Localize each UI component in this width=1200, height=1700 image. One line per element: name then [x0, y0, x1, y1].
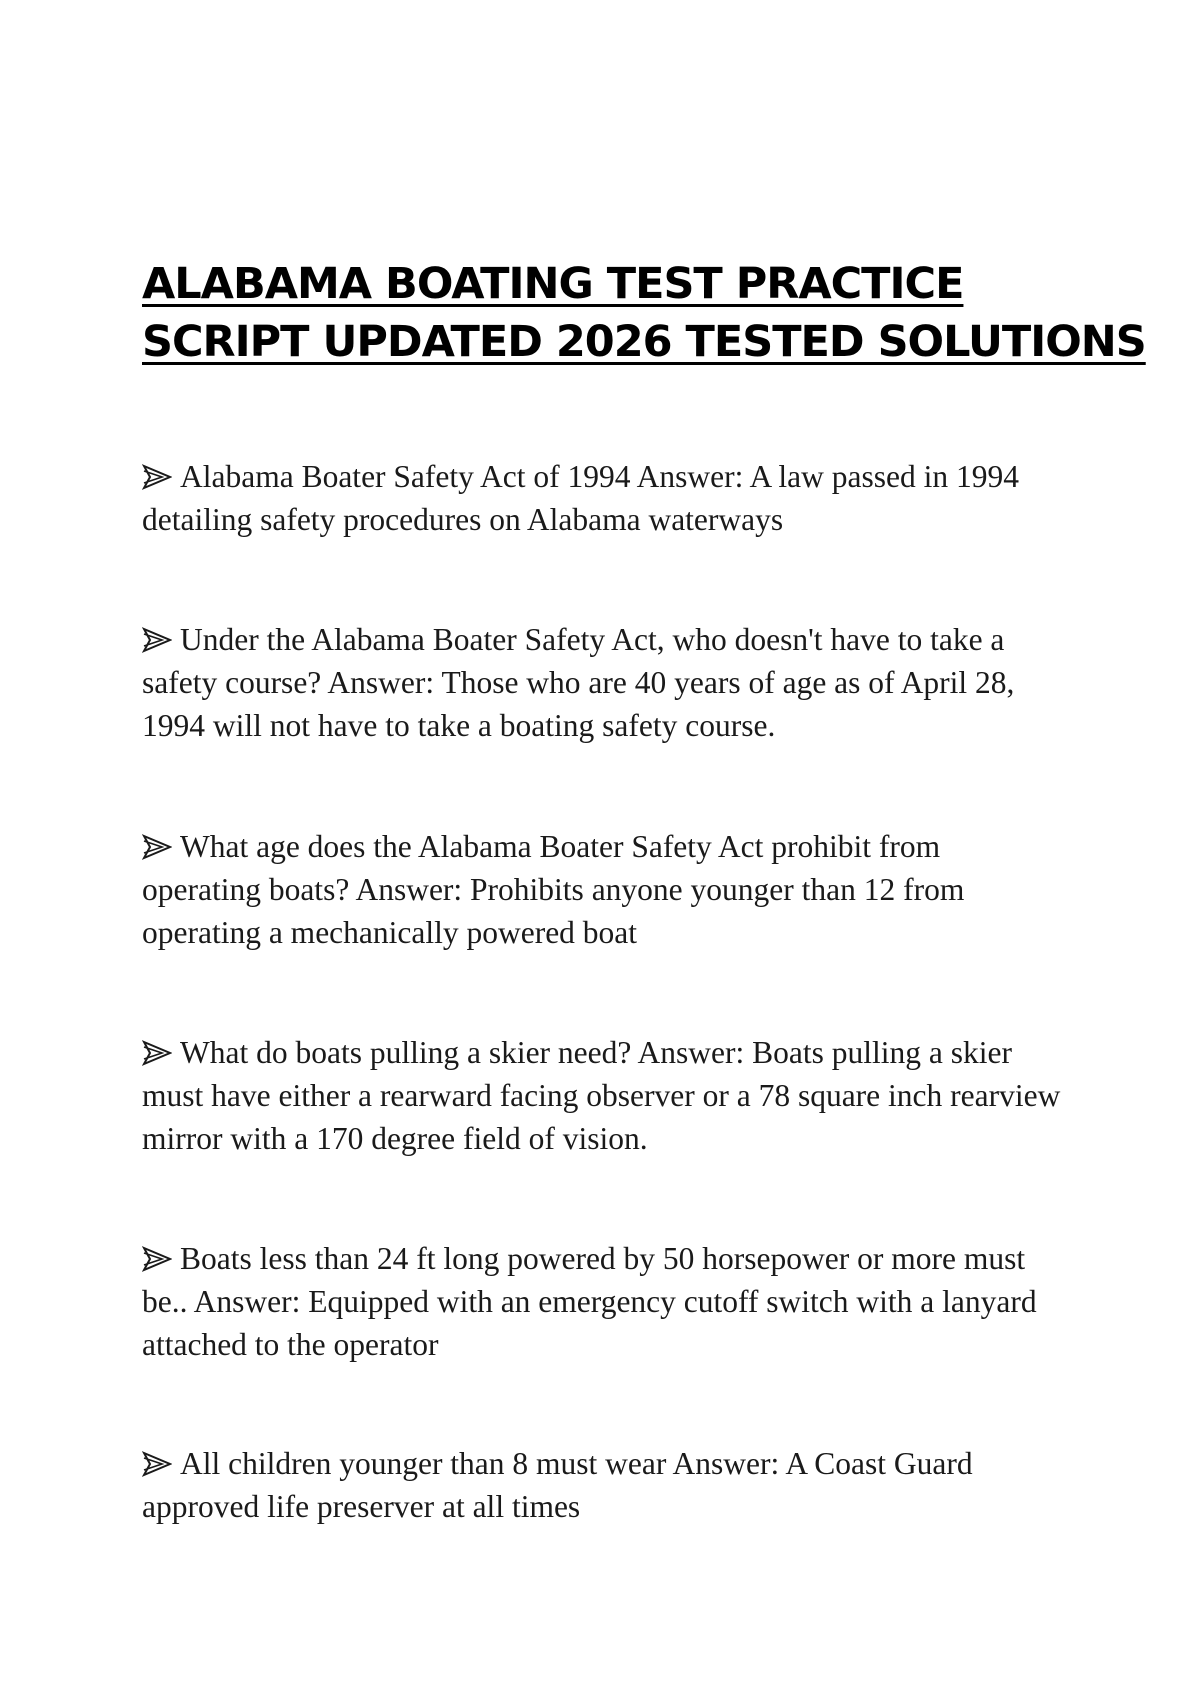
arrowhead-bullet-icon — [142, 1246, 172, 1272]
qa-line: must have either a rearward facing observer or a 78 square inch rearview — [142, 1078, 1061, 1113]
qa-line: 1994 will not have to take a boating safety course. — [142, 708, 776, 743]
title-line: ALABAMA BOATING TEST PRACTICE — [142, 259, 964, 309]
qa-line: What age does the Alabama Boater Safety Act prohibit from — [142, 825, 1082, 868]
qa-line: Under the Alabama Boater Safety Act, who doesn't have to take a — [142, 618, 1082, 661]
qa-line: mirror with a 170 degree field of vision. — [142, 1121, 648, 1156]
document-title — [142, 255, 1146, 371]
arrowhead-bullet-icon — [142, 464, 172, 490]
qa-line: safety course? Answer: Those who are 40 years of age as of April 28, — [142, 665, 1015, 700]
arrowhead-bullet-icon — [142, 834, 172, 860]
qa-item — [142, 1442, 1082, 1528]
qa-line: Boats less than 24 ft long powered by 50 horsepower or more must — [142, 1237, 1082, 1280]
qa-line: All children younger than 8 must wear Answer: A Coast Guard — [142, 1442, 1082, 1485]
qa-line: operating boats? Answer: Prohibits anyone younger than 12 from — [142, 872, 965, 907]
qa-item — [142, 1237, 1082, 1366]
arrowhead-bullet-icon — [142, 1451, 172, 1477]
arrowhead-bullet-icon — [142, 1040, 172, 1066]
qa-line: detailing safety procedures on Alabama waterways — [142, 502, 784, 537]
qa-line: attached to the operator — [142, 1327, 439, 1362]
title-line: SCRIPT UPDATED 2026 TESTED SOLUTIONS — [142, 317, 1146, 367]
qa-item — [142, 618, 1082, 747]
qa-line: operating a mechanically powered boat — [142, 915, 638, 950]
qa-line: What do boats pulling a skier need? Answer: Boats pulling a skier — [142, 1031, 1082, 1074]
qa-item — [142, 825, 1082, 954]
arrowhead-bullet-icon — [142, 627, 172, 653]
qa-item — [142, 1031, 1082, 1160]
qa-line: be.. Answer: Equipped with an emergency cutoff switch with a lanyard — [142, 1284, 1037, 1319]
qa-line: approved life preserver at all times — [142, 1489, 581, 1524]
qa-line: Alabama Boater Safety Act of 1994 Answer: A law passed in 1994 — [142, 455, 1082, 498]
qa-item — [142, 455, 1082, 541]
